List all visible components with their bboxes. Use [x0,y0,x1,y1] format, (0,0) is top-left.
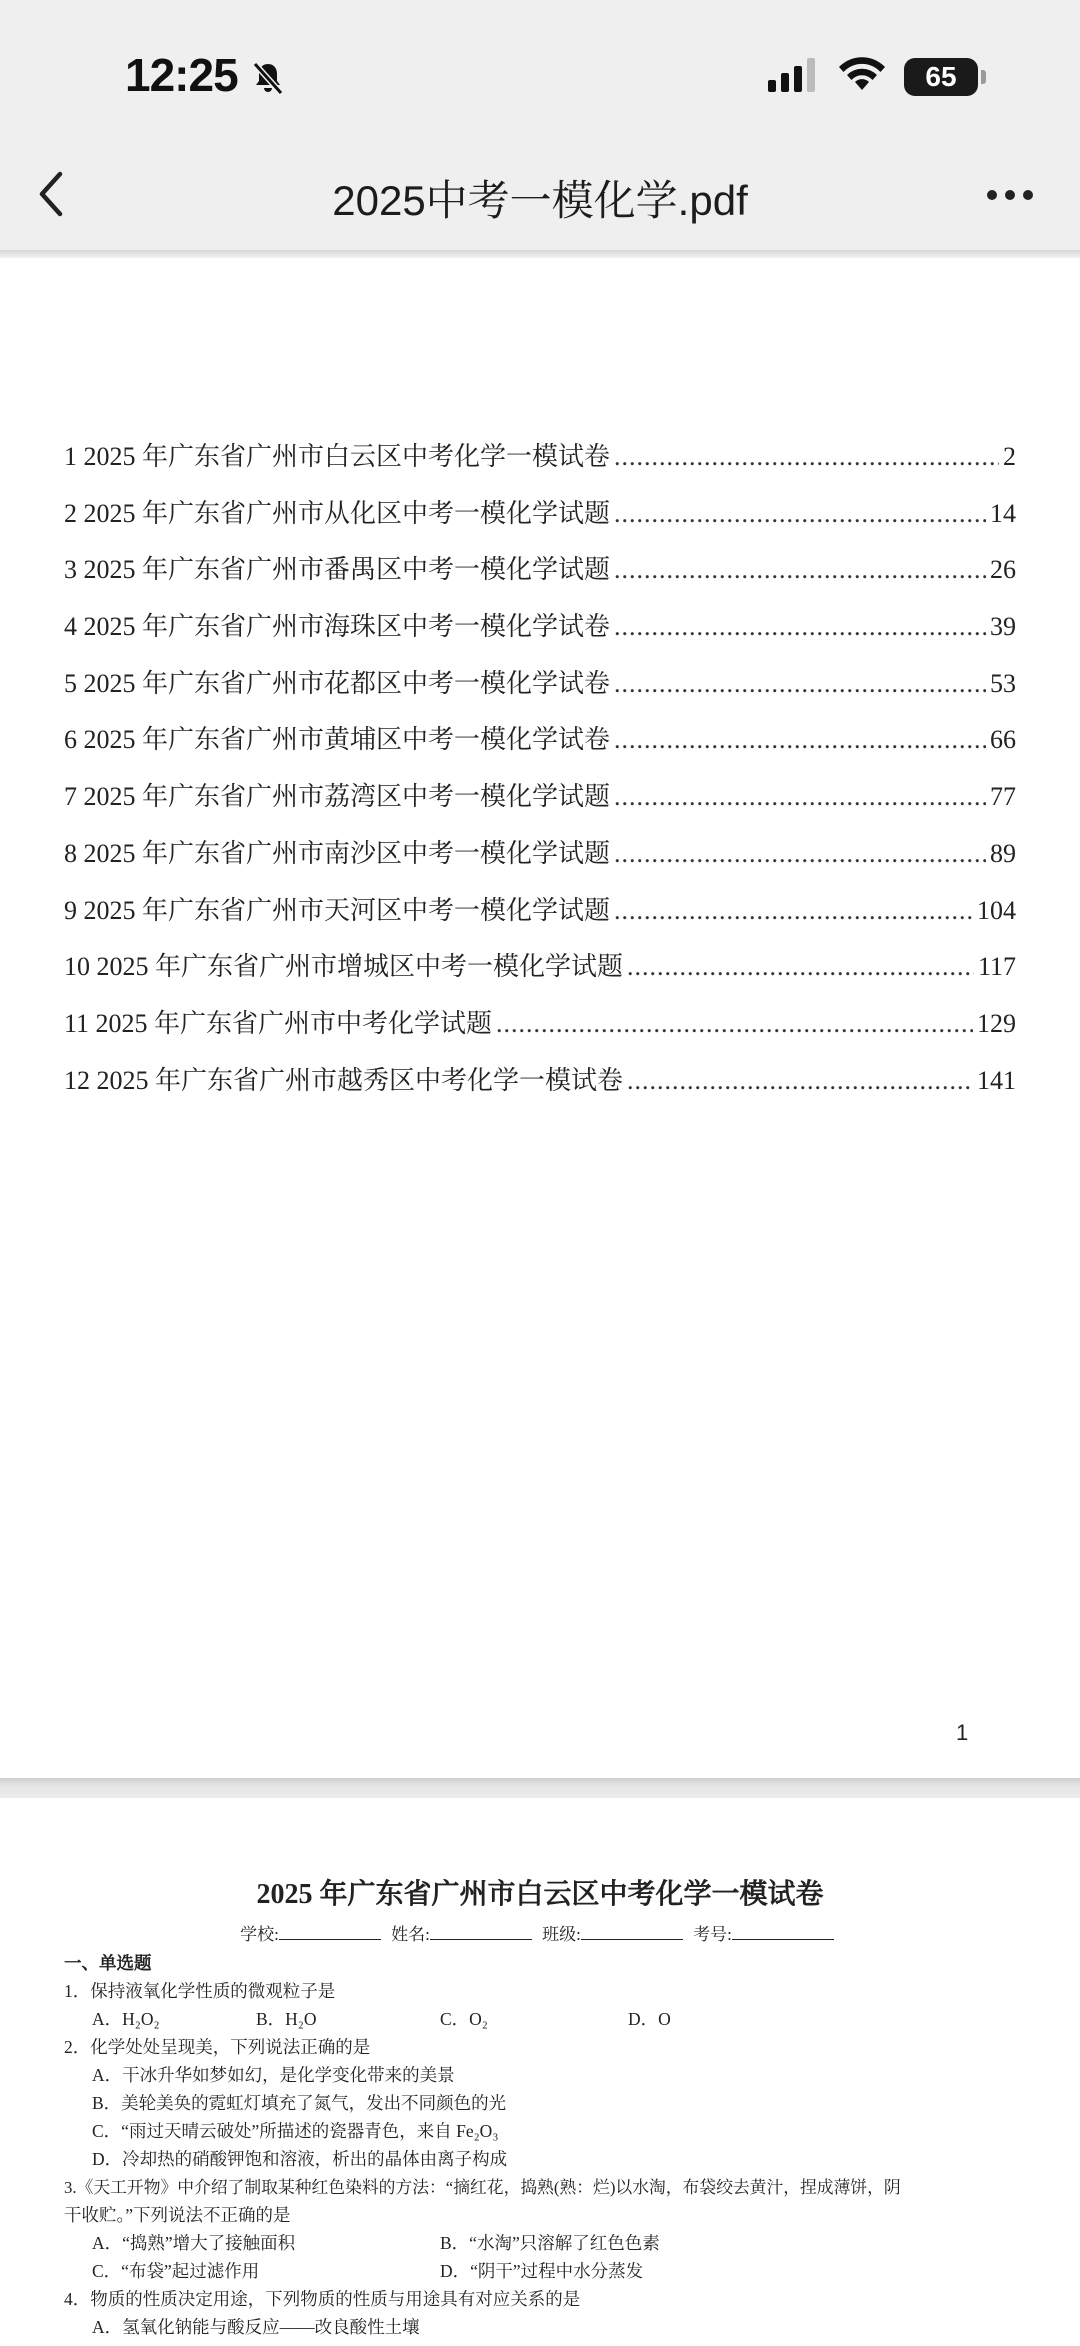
toc-entry[interactable]: 5 2025 年广东省广州市花都区中考一模化学试卷 ..... 53 [64,663,1016,720]
student-info-line [0,1920,1080,1945]
question-2-option-a: A．干冰升华如梦如幻，是化学变化带来的美景 [92,2065,455,2085]
silent-bell-icon [250,60,286,96]
toc-entry[interactable]: 9 2025 年广东省广州市天河区中考一模化学试题 ..... 104 [64,890,1016,947]
toc-entry[interactable]: 10 2025 年广东省广州市增城区中考一模化学试题 ..... 117 [64,946,1016,1003]
question-1-stem: 1．保持液氧化学性质的微观粒子是 [64,1981,336,2001]
pdf-page-1[interactable] [0,258,1080,1778]
toc-entry[interactable]: 1 2025 年广东省广州市白云区中考化学一模试卷 ..... 2 [64,436,1016,493]
topbar-divider [0,250,1080,258]
toc-entry[interactable]: 4 2025 年广东省广州市海珠区中考一模化学试卷 ..... 39 [64,606,1016,663]
page-separator [0,1778,1080,1798]
top-bar [0,0,1080,250]
cellular-signal-icon [768,58,818,92]
question-1-option-b: B．H₂O [256,2009,317,2029]
status-time: 12:25 [125,49,238,101]
question-3-stem-line1: 3.《天工开物》中介绍了制取某种红色染料的方法：“摘红花，捣熟(熟：烂)以水淘，布袋绞去黄汁，捏成薄饼，阴 [64,2178,901,2197]
question-2-option-c: C．“雨过天晴云破处”所描述的瓷器青色，来自 Fe₂O₃ [92,2121,499,2141]
page-number: 1 [956,1720,969,1745]
question-3-option-d: D．“阴干”过程中水分蒸发 [440,2261,644,2281]
exam-number-label: 考号: [693,1925,732,1944]
toc-entry[interactable]: 11 2025 年广东省广州市中考化学试题 ..... 129 [64,1003,1016,1060]
question-4-option-a: A．氢氧化钠能与酸反应——改良酸性土壤 [92,2317,420,2337]
toc-entry[interactable]: 12 2025 年广东省广州市越秀区中考化学一模试卷 ..... 141 [64,1060,1016,1117]
question-1-option-c: C．O₂ [440,2009,488,2029]
battery-indicator: 65 [904,58,978,96]
question-2-option-d: D．冷却热的硝酸钾饱和溶液，析出的晶体由离子构成 [92,2149,508,2169]
table-of-contents [64,436,1016,1116]
wifi-icon [838,56,886,92]
toc-entry[interactable]: 3 2025 年广东省广州市番禺区中考一模化学试题 ..... 26 [64,549,1016,606]
question-1-option-a: A．H₂O₂ [92,2009,160,2029]
toc-entry[interactable]: 7 2025 年广东省广州市荔湾区中考一模化学试题 ..... 77 [64,776,1016,833]
name-label: 姓名: [391,1925,430,1944]
section-heading: 一、单选题 [64,1953,152,1973]
question-3-option-b: B．“水淘”只溶解了红色色素 [440,2233,660,2253]
class-label: 班级: [542,1925,581,1944]
question-1-option-d: D．O [628,2009,671,2029]
document-title: 2025中考一模化学.pdf [332,177,748,224]
question-3-option-c: C．“布袋”起过滤作用 [92,2261,260,2281]
question-4-stem: 4．物质的性质决定用途，下列物质的性质与用途具有对应关系的是 [64,2289,581,2309]
exam-title: 2025 年广东省广州市白云区中考化学一模试卷 [256,1879,824,1910]
question-3-stem-line2: 干收贮。”下列说法不正确的是 [64,2205,291,2225]
battery-tip [981,70,986,84]
toc-entry[interactable]: 6 2025 年广东省广州市黄埔区中考一模化学试卷 ..... 66 [64,719,1016,776]
question-2-option-b: B．美轮美奂的霓虹灯填充了氮气，发出不同颜色的光 [92,2093,507,2113]
toc-entry[interactable]: 2 2025 年广东省广州市从化区中考一模化学试题 ..... 14 [64,493,1016,550]
question-3-option-a: A．“捣熟”增大了接触面积 [92,2233,296,2253]
more-options-icon[interactable] [986,188,1034,202]
toc-entry[interactable]: 8 2025 年广东省广州市南沙区中考一模化学试题 ..... 89 [64,833,1016,890]
question-2-stem: 2．化学处处呈现美，下列说法正确的是 [64,2037,371,2057]
pdf-page-2[interactable] [0,1798,1080,2346]
school-label: 学校: [240,1925,279,1944]
